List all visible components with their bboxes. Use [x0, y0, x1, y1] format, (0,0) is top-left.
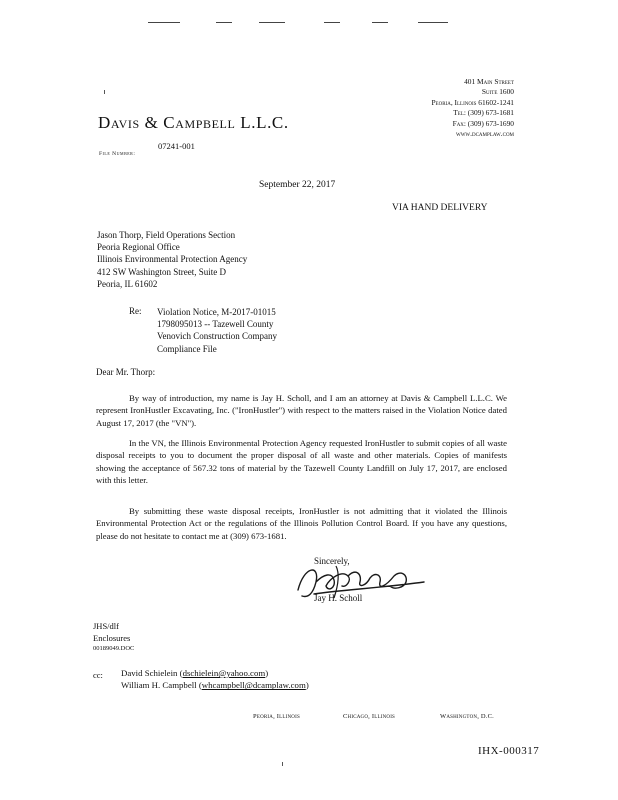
address-website: www.dcamplaw.com — [455, 129, 514, 139]
body-paragraph: By way of introduction, my name is Jay H. Scholl, and I am an attorney at Davis & Campbell L.L.C. We represent IronHustler Excavating, Inc. ("IronHustler") with respect to the matters raised in the Violation Notice dated August 17, 2017 (the "VN"). — [96, 393, 507, 428]
recipient-line: Jason Thorp, Field Operations Section — [97, 230, 236, 240]
scan-mark — [148, 22, 180, 23]
file-number-label: File Number: — [99, 151, 136, 157]
cc-entry: William H. Campbell (whcampbell@dcamplaw.com) — [121, 680, 309, 691]
address-fax: Fax: (309) 673-1690 — [452, 118, 514, 128]
office-location: Peoria, Illinois — [253, 713, 300, 720]
address-city: Peoria, Illinois 61602-1241 — [431, 97, 514, 107]
typist-initials: JHS/dlf — [93, 621, 119, 631]
body-paragraph: By submitting these waste disposal receipts, IronHustler is not admitting that it violated the Illinois Environmental Protection Act or the regulations of the Illinois Pollution Control Board. If you have any questions, please do not hesitate to contact me at (309) 673-1681. — [96, 506, 507, 541]
closing: Sincerely, — [314, 556, 350, 566]
scan-mark — [259, 22, 285, 23]
subject-line: 1798095013 -- Tazewell County — [157, 319, 274, 330]
signer-name: Jay H. Scholl — [314, 593, 363, 603]
address-phone: Tel: (309) 673-1681 — [453, 108, 514, 118]
cc-email-link[interactable]: whcampbell@dcamplaw.com — [201, 680, 306, 691]
office-location: Chicago, Illinois — [343, 713, 396, 720]
salutation: Dear Mr. Thorp: — [96, 367, 156, 377]
enclosures-note: Enclosures — [93, 633, 131, 643]
recipient-line: Peoria Regional Office — [97, 242, 180, 253]
subject-line: Violation Notice, M-2017-01015 — [157, 307, 276, 317]
cc-label: cc: — [93, 670, 103, 680]
cc-name: David Schielein — [121, 668, 178, 678]
address-street: 401 Main Street — [464, 77, 514, 86]
firm-name: Davis & Campbell L.L.C. — [98, 113, 289, 132]
letter-date: September 22, 2017 — [259, 180, 336, 190]
subject-line: Compliance File — [157, 343, 217, 354]
body-paragraph: In the VN, the Illinois Environmental Protection Agency requested IronHustler to submit copies of all waste disposal receipts to you to document the proper disposal of all waste and other materials. Copies of manifests showing the acceptance of 567.32 tons of material by the Tazewell County Landfill on July 17, 2017, are enclosed with this letter. — [96, 438, 507, 486]
scan-speck — [104, 90, 105, 94]
document-reference: 00189049.DOC — [93, 645, 135, 652]
delivery-method: VIA HAND DELIVERY — [392, 203, 488, 213]
typist-initials-block — [93, 620, 130, 644]
recipient-line: 412 SW Washington Street, Suite D — [97, 266, 226, 277]
recipient-line: Peoria, IL 61602 — [97, 278, 158, 289]
scan-mark — [216, 22, 232, 23]
recipient-line: Illinois Environmental Protection Agency — [97, 254, 248, 265]
cc-email-link[interactable]: dschielein@yahoo.com — [182, 668, 266, 678]
subject-line: Venovich Construction Company — [157, 331, 277, 342]
cc-name: William H. Campbell — [121, 680, 197, 691]
cc-entry: David Schielein (dschielein@yahoo.com) — [121, 668, 269, 678]
firm-address — [400, 77, 514, 139]
scan-speck — [282, 762, 283, 766]
subject-label: Re: — [129, 306, 142, 316]
office-location: Washington, D.C. — [440, 713, 494, 720]
scan-mark — [324, 22, 340, 23]
subject-lines — [157, 306, 277, 355]
scan-mark — [418, 22, 448, 23]
cc-list — [121, 667, 309, 692]
scan-mark — [372, 22, 388, 23]
bates-number: IHX-000317 — [478, 745, 540, 757]
file-number: 07241-001 — [158, 141, 195, 151]
address-suite: Suite 1600 — [481, 87, 514, 97]
recipient-address — [97, 229, 247, 290]
